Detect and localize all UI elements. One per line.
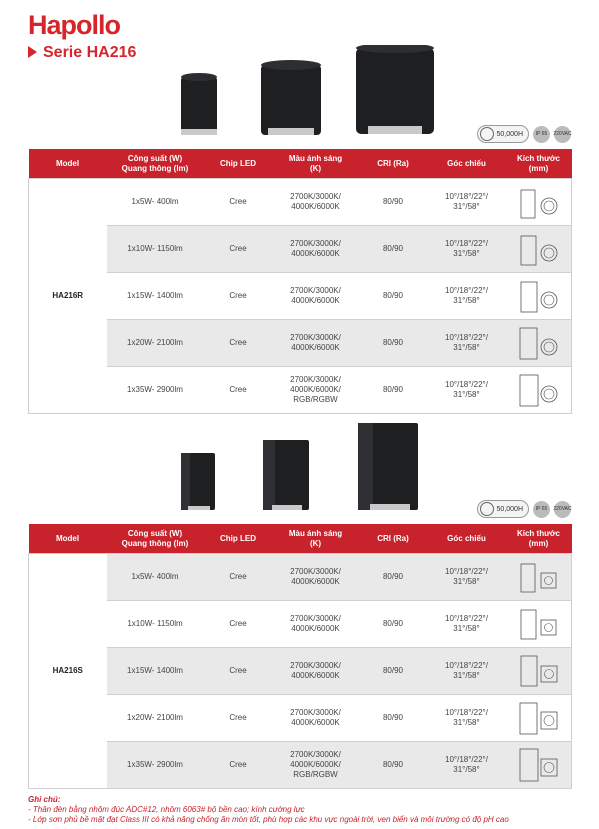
dimension-drawing (506, 320, 572, 367)
model-cell: HA216S (29, 554, 107, 789)
table-row: 1x15W- 1400lm Cree 2700K/3000K/ 4000K/6000K 80/90 10°/18°/22°/ 31°/58° (29, 648, 572, 695)
header-angle: Góc chiếu (428, 149, 506, 179)
table-row: 1x35W- 2900lm Cree 2700K/3000K/ 4000K/6000K/ RGB/RGBW 80/90 10°/18°/22°/ 31°/58° (29, 367, 572, 414)
feature-badges-2 (477, 500, 571, 518)
voltage-badge: 220VAC (554, 501, 571, 518)
note-line: - Lớp sơn phủ bề mặt đạt Class III có khả năng chống ăn mòn tốt, phù hợp các khu vực ngoài trời, ven biển và môi trường có độ pH cao (28, 815, 509, 824)
header-angle: Góc chiếu (428, 524, 506, 554)
model-cell: HA216R (29, 179, 107, 414)
header-model: Model (29, 149, 107, 179)
lifetime-badge: 50,000H (477, 500, 529, 518)
voltage-badge: 220VAC (554, 126, 571, 143)
dimension-drawing (506, 648, 572, 695)
square-light-large (358, 423, 418, 510)
header-cri: CRI (Ra) (359, 524, 428, 554)
header-power: Công suất (W) Quang thông (lm) (107, 524, 204, 554)
series-label: Serie HA216 (43, 44, 137, 61)
dimension-drawing (506, 273, 572, 320)
table-row: 1x10W- 1150lm Cree 2700K/3000K/ 4000K/6000K 80/90 10°/18°/22°/ 31°/58° (29, 226, 572, 273)
dimension-drawing (506, 601, 572, 648)
dimension-drawing (506, 554, 572, 601)
table-row: 1x20W- 2100lm Cree 2700K/3000K/ 4000K/6000K 80/90 10°/18°/22°/ 31°/58° (29, 695, 572, 742)
ip-badge: IP 65 (533, 126, 550, 143)
header-chip: Chip LED (204, 149, 273, 179)
round-light-large (356, 45, 434, 134)
dimension-drawing (506, 226, 572, 273)
spec-table-ha216s (28, 524, 572, 789)
notes-title: Ghi chú: (28, 795, 61, 804)
table-row: 1x10W- 1150lm Cree 2700K/3000K/ 4000K/6000K 80/90 10°/18°/22°/ 31°/58° (29, 601, 572, 648)
note-line: - Thân đèn bằng nhôm đúc ADC#12, nhôm 6063# bộ bền cao; kính cường lực (28, 805, 305, 814)
dimension-drawing (506, 742, 572, 789)
table-row: 1x20W- 2100lm Cree 2700K/3000K/ 4000K/6000K 80/90 10°/18°/22°/ 31°/58° (29, 320, 572, 367)
table-row: 1x35W- 2900lm Cree 2700K/3000K/ 4000K/6000K/ RGB/RGBW 80/90 10°/18°/22°/ 31°/58° (29, 742, 572, 789)
header-power: Công suất (W) Quang thông (lm) (107, 149, 204, 179)
square-light-medium (263, 440, 309, 510)
header-model: Model (29, 524, 107, 554)
square-light-small (181, 453, 215, 510)
brand-logo: Hapollo (28, 10, 120, 40)
table-row: HA216S 1x5W- 400lm Cree 2700K/3000K/ 4000K/6000K 80/90 10°/18°/22°/ 31°/58° (29, 554, 572, 601)
header-chip: Chip LED (204, 524, 273, 554)
ip-badge: IP 65 (533, 501, 550, 518)
round-light-small (181, 73, 217, 135)
bulb-icon (480, 502, 494, 516)
table-row: HA216R 1x5W- 400lm Cree 2700K/3000K/ 4000K/6000K 80/90 10°/18°/22°/ 31°/58° (29, 179, 572, 226)
header-color: Màu ánh sáng (K) (273, 524, 359, 554)
round-light-medium (261, 60, 321, 135)
table-row: 1x15W- 1400lm Cree 2700K/3000K/ 4000K/6000K 80/90 10°/18°/22°/ 31°/58° (29, 273, 572, 320)
bulb-icon (480, 127, 494, 141)
header-cri: CRI (Ra) (359, 149, 428, 179)
spec-table-ha216r (28, 149, 572, 414)
header-size: Kích thước (mm) (506, 524, 572, 554)
dimension-drawing (506, 695, 572, 742)
header-color: Màu ánh sáng (K) (273, 149, 359, 179)
lifetime-badge: 50,000H (477, 125, 529, 143)
header-size: Kích thước (mm) (506, 149, 572, 179)
feature-badges-1 (477, 125, 571, 143)
dimension-drawing (506, 367, 572, 414)
dimension-drawing (506, 179, 572, 226)
notes (28, 795, 509, 825)
